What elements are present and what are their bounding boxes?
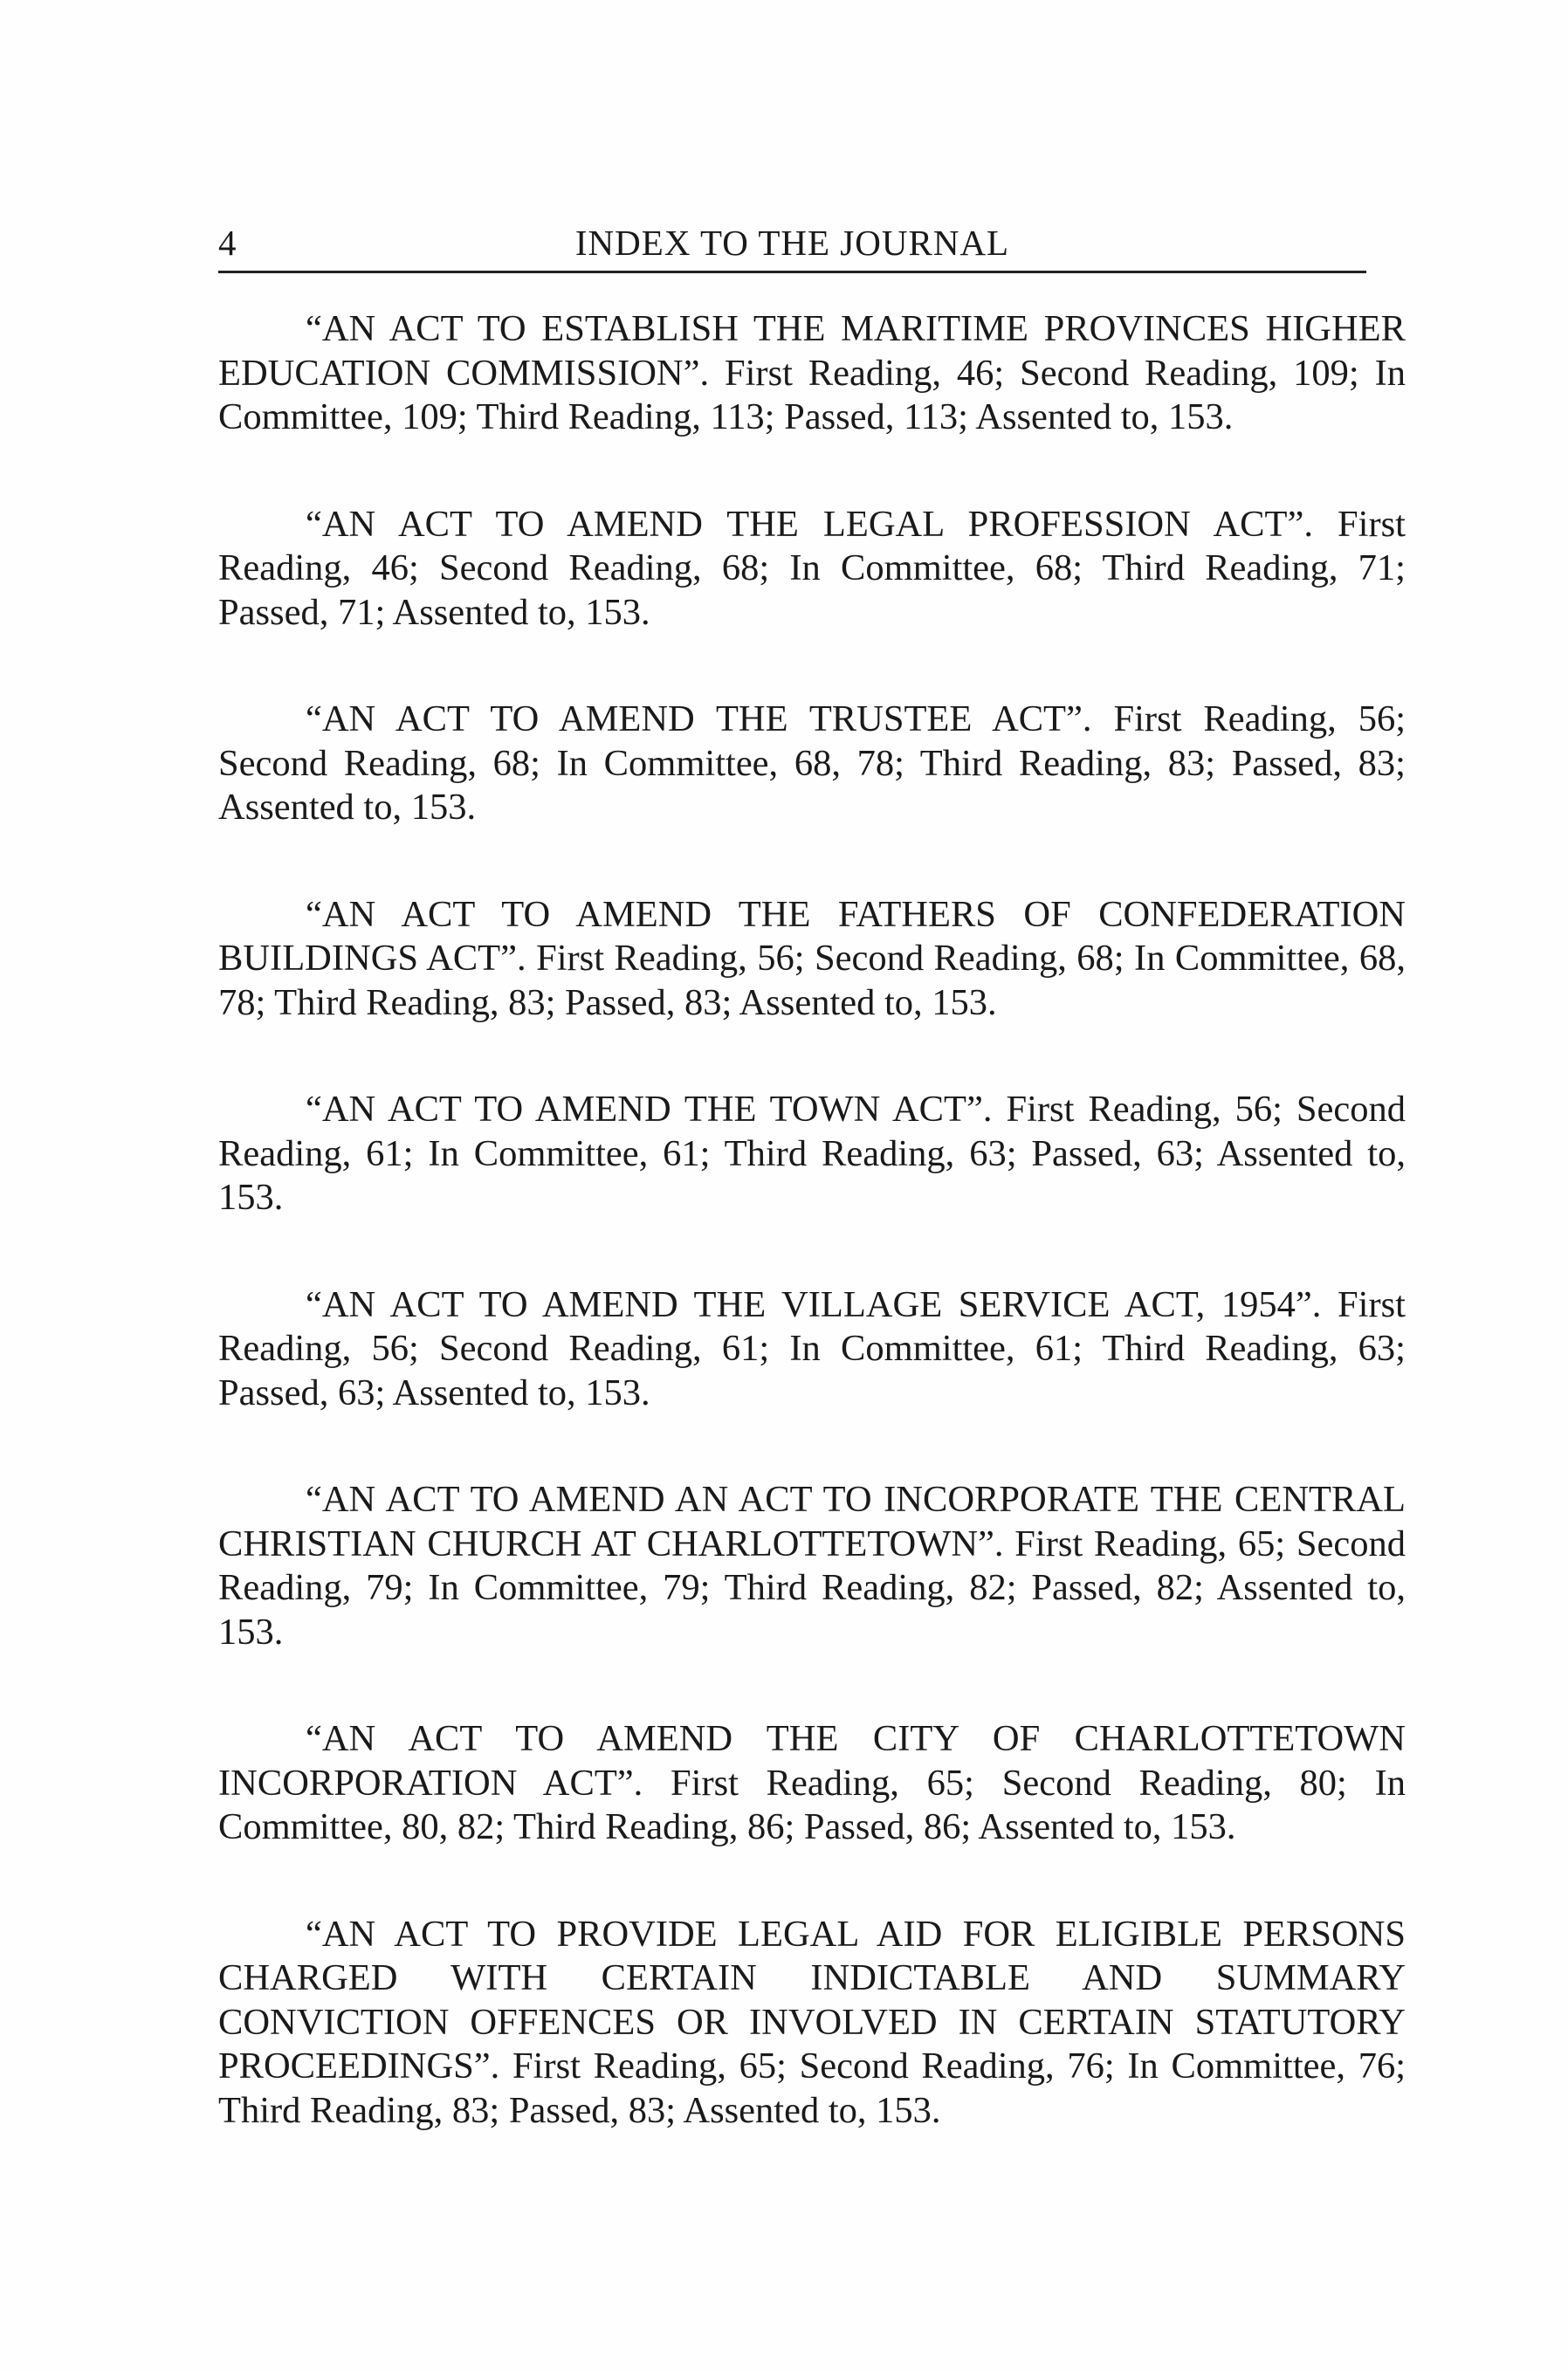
index-entry — [218, 503, 1406, 636]
entry-text: “AN ACT TO AMEND THE TRUSTEE ACT”. First Reading, 56; Second Reading, 68; In Committee, 68, 78; Third Reading, 83; Passed, 83; Assented to, 153. — [218, 698, 1406, 828]
index-entry — [218, 1088, 1406, 1220]
index-entries — [218, 307, 1406, 2196]
index-entry — [218, 1717, 1406, 1850]
entry-text: “AN ACT TO AMEND THE CITY OF CHARLOTTETOWN INCORPORATION ACT”. First Reading, 65; Second Reading, 80; In Committee, 80, 82; Third Reading, 86; Passed, 86; Assented to, 153. — [218, 1718, 1406, 1847]
index-entry — [218, 893, 1406, 1026]
page-title: INDEX TO THE JOURNAL — [574, 223, 1010, 263]
index-entry — [218, 1913, 1406, 2134]
entry-text: “AN ACT TO AMEND THE TOWN ACT”. First Reading, 56; Second Reading, 61; In Committee, 61; Third Reading, 63; Passed, 63; Assented to, 153. — [218, 1089, 1406, 1218]
index-entry — [218, 307, 1406, 440]
index-entry — [218, 1283, 1406, 1416]
running-header — [218, 218, 1366, 273]
entry-text: “AN ACT TO AMEND AN ACT TO INCORPORATE THE CENTRAL CHRISTIAN CHURCH AT CHARLOTTETOWN”. First Reading, 65; Second Reading, 79; In Committee, 79; Third Reading, 82; Passed, 82; Assented to, 153. — [218, 1479, 1406, 1653]
entry-text: “AN ACT TO ESTABLISH THE MARITIME PROVINCES HIGHER EDUCATION COMMISSION”. First Reading, 46; Second Reading, 109; In Committee, 109; Third Reading, 113; Passed, 113; Assented to, 153. — [218, 308, 1406, 437]
entry-text: “AN ACT TO PROVIDE LEGAL AID FOR ELIGIBLE PERSONS CHARGED WITH CERTAIN INDICTABLE AND SUMMARY CONVICTION OFFENCES OR INVOLVED IN CERTAIN STATUTORY PROCEEDINGS”. First Reading, 65; Second Reading, 76; In Committee, 76; Third Reading, 83; Passed, 83; Assented to, 153. — [218, 1913, 1406, 2131]
page-number: 4 — [218, 223, 237, 263]
entry-text: “AN ACT TO AMEND THE FATHERS OF CONFEDERATION BUILDINGS ACT”. First Reading, 56; Second Reading, 68; In Committee, 68, 78; Third Reading, 83; Passed, 83; Assented to, 153. — [218, 893, 1406, 1023]
index-entry — [218, 698, 1406, 830]
index-entry — [218, 1478, 1406, 1654]
entry-text: “AN ACT TO AMEND THE VILLAGE SERVICE ACT, 1954”. First Reading, 56; Second Reading, 61; In Committee, 61; Third Reading, 63; Passed, 63; Assented to, 153. — [218, 1283, 1406, 1413]
entry-text: “AN ACT TO AMEND THE LEGAL PROFESSION ACT”. First Reading, 46; Second Reading, 68; In Committee, 68; Third Reading, 71; Passed, 71; Assented to, 153. — [218, 503, 1406, 633]
